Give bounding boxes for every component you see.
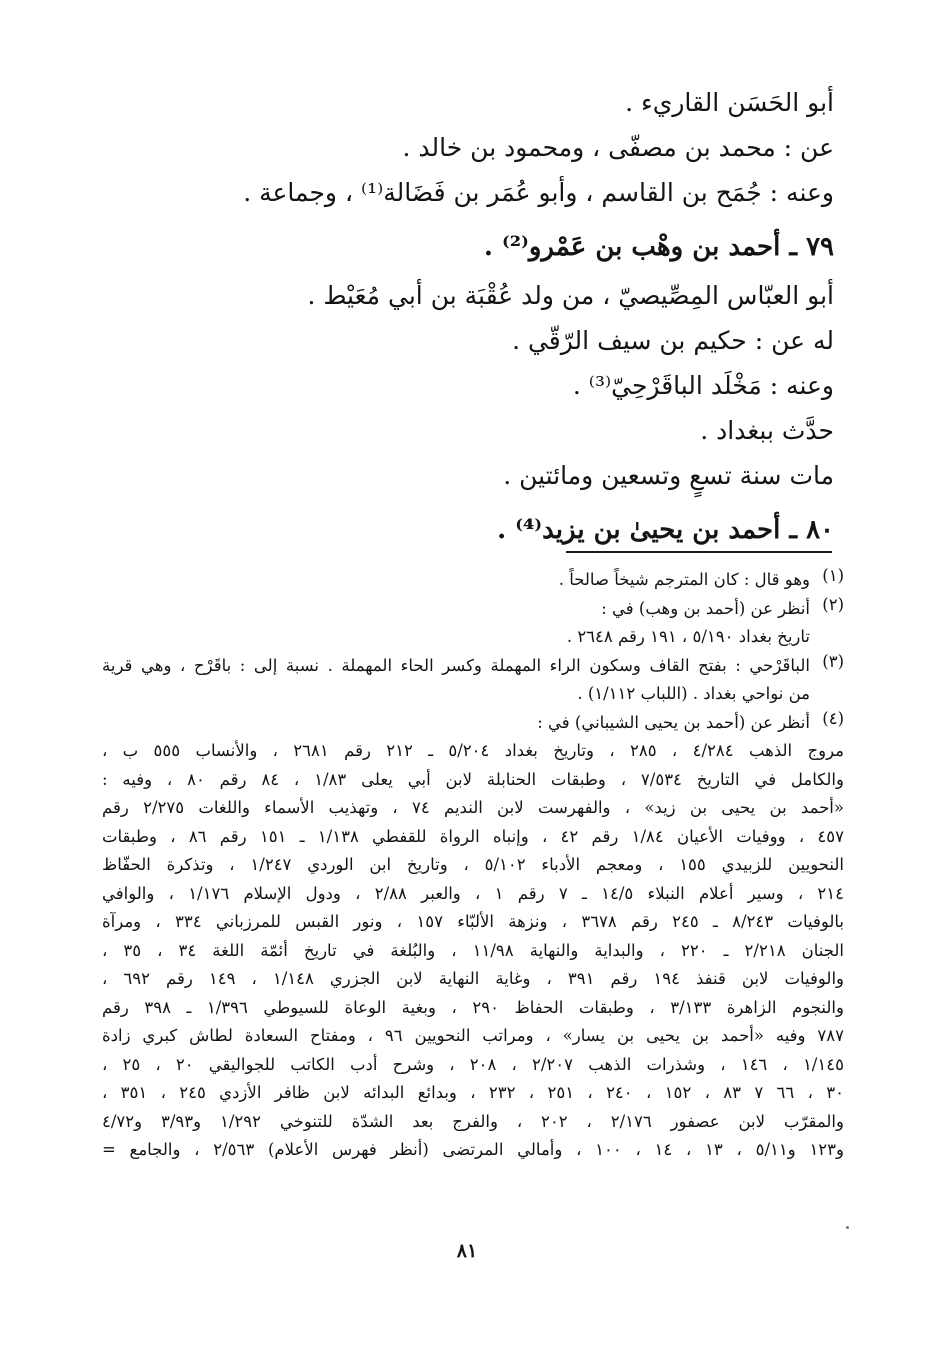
source-line: و١٢٣ و٥/١١ ، ١٣ ، ١٤ ، ١٠٠ ، وأمالي المرتضى (أنظر فهرس الأعلام) ٢/٥٦٣ ، والجامع =	[102, 1140, 844, 1159]
entry-heading: ٨٠ ـ أحمد بن يحيىٰ بن يزيد⁽⁴⁾ .	[497, 515, 834, 545]
source-line: والوفيات لابن قنفذ ١٩٤ رقم ٣٩١ ، وغاية النهاية لابن الجزري ١/١٤٨ ، ١٤٩ رقم ٦٩٢ ،	[102, 969, 844, 988]
footnote-line: وهو قال : كان المترجم شيخاً صالحاً .	[558, 570, 810, 589]
main-text	[74, 80, 834, 556]
source-line: «أحمد بن يحيى بن زيد» ، والفهرست لابن النديم ٧٤ ، وتهذيب الأسماء واللغات ٢/٢٧٥ رقم	[102, 798, 844, 817]
source-line: ٢١٤ ، وسير أعلام النبلاء ١٤/٥ ـ ٧ رقم ١ ، والعبر ٢/٨٨ ، ودول الإسلام ١/١٧٦ ، والوافي	[102, 883, 844, 903]
text-line: أبو العبّاس المِصِّيصيّ ، من ولد عُقْبَة بن أبي مُعَيْط .	[307, 281, 834, 310]
footnote-number: (١)	[822, 566, 844, 585]
text-line: أبو الحَسَن القاريء .	[625, 88, 834, 117]
source-line: والمقرّب لابن عصفور ٢/١٧٦ ، ٢٠٢ ، والفرج بعد الشدّة للتنوخي ١/٢٩٢ و٣/٩٣ و٤/٧٢	[102, 1111, 844, 1131]
footnote	[102, 652, 844, 709]
footnote-line: تاريخ بغداد ٥/١٩٠ ، ١٩١ رقم ٢٦٤٨ .	[566, 627, 810, 646]
entry-heading: ٧٩ ـ أحمد بن وهْب بن عَمْرو⁽²⁾ .	[483, 232, 834, 262]
source-line: والنجوم الزاهرة ٣/١٣٣ ، وطبقات الحفاظ ٢٩٠ ، وبغية الوعاة للسيوطي ١/٣٩٦ ـ ٣٩٨ رقم	[102, 997, 844, 1017]
text-line: له عن : حكيم بن سيف الرّقّي .	[512, 326, 834, 355]
text-line: حدَّث ببغداد .	[700, 416, 834, 445]
scan-speck	[846, 1226, 849, 1229]
footnote	[102, 566, 844, 595]
text-line: وعنه : مَخْلَد الباقَرْحِيّ⁽³⁾ .	[572, 371, 834, 400]
source-line: ٤٥٧ ، ووفيات الأعيان ١/٨٤ رقم ٤٢ ، وإنباه الرواة للقفطي ١/١٣٨ ـ ١٥١ رقم ٨٦ ، وطبقات	[102, 826, 844, 846]
footnote	[102, 595, 844, 652]
source-line: ١/١٤٥ ، ١٤٦ ، وشذرات الذهب ٢/٢٠٧ ، ٢٠٨ ، وشرح أدب الكاتب للجواليقي ٢٠ ، ٢٥ ،	[102, 1054, 844, 1074]
footnote-sources	[102, 737, 844, 1165]
footnote-line: أنظر عن (أحمد بن وهب) في :	[601, 598, 810, 618]
footnote-line: الباقَرْحي : بفتح القاف وسكون الراء المهملة وكسر الحاء المهملة . نسبة إلى : باقَرْح ، وهي قرية	[102, 655, 810, 675]
page-number: ٨١	[456, 1240, 478, 1262]
footnote-number: (٢)	[822, 594, 844, 614]
text-line: مات سنة تسعٍ وتسعين ومائتين .	[503, 461, 834, 490]
footnote	[102, 709, 844, 738]
footnote-line: من نواحي بغداد . (اللباب ١/١١٢) .	[577, 684, 810, 703]
footnote-divider	[566, 551, 832, 553]
source-line: والكامل في التاريخ ٧/٥٣٤ ، وطبقات الحنابلة لابن أبي يعلى ١/٨٣ ، ٨٤ رقم ٨٠ ، وفيه :	[102, 769, 844, 789]
footnote-number: (٣)	[822, 651, 844, 671]
footnotes	[102, 566, 844, 1165]
source-line: مروج الذهب ٤/٢٨٤ ، ٢٨٥ ، وتاريخ بغداد ٥/٢٠٤ ـ ٢١٢ رقم ٢٦٨١ ، والأنساب ٥٥٥ ب ،	[102, 741, 844, 760]
source-line: ٧٨٧ وفيه «أحمد بن يحيى بن يسار» ، ومراتب النحويين ٩٦ ، ومفتاح السعادة لطاش كبري زادة	[102, 1026, 844, 1045]
footnote-line: أنظر عن (أحمد بن يحيى الشيباني) في :	[537, 712, 810, 732]
source-line: الجنان ٢/٢١٨ ـ ٢٢٠ ، والبداية والنهاية ١١/٩٨ ، والبُلغة في تاريخ أئمّة اللغة ٣٤ ، ٣٥ ،	[102, 940, 844, 960]
source-line: ٣٠ ، ٦٦ ٧ ٨٣ ، ١٥٢ ، ٢٤٠ ، ٢٥١ ، ٢٣٢ ، وبدائع البدائه لابن ظافر الأزدي ٢٤٥ ، ٣٥١ ،	[102, 1083, 844, 1102]
source-line: النحويين للزبيدي ١٥٥ ، ومعجم الأدباء ٥/١٠٢ ، وتاريخ ابن الوردي ١/٢٤٧ ، وتذكرة الحفّاظ	[102, 855, 844, 874]
text-line: وعنه : جُمَح بن القاسم ، وأبو عُمَر بن فَضَالة⁽¹⁾ ، وجماعة .	[243, 178, 834, 207]
text-line: عن : محمد بن مصفّى ، ومحمود بن خالد .	[402, 133, 834, 162]
footnote-number: (٤)	[822, 708, 844, 728]
source-line: بالوفيات ٨/٢٤٣ ـ ٢٤٥ رقم ٣٦٧٨ ، ونزهة الألبّاء ١٥٧ ، ونور القبس للمرزباني ٣٣٤ ، ومرآة	[102, 912, 844, 931]
